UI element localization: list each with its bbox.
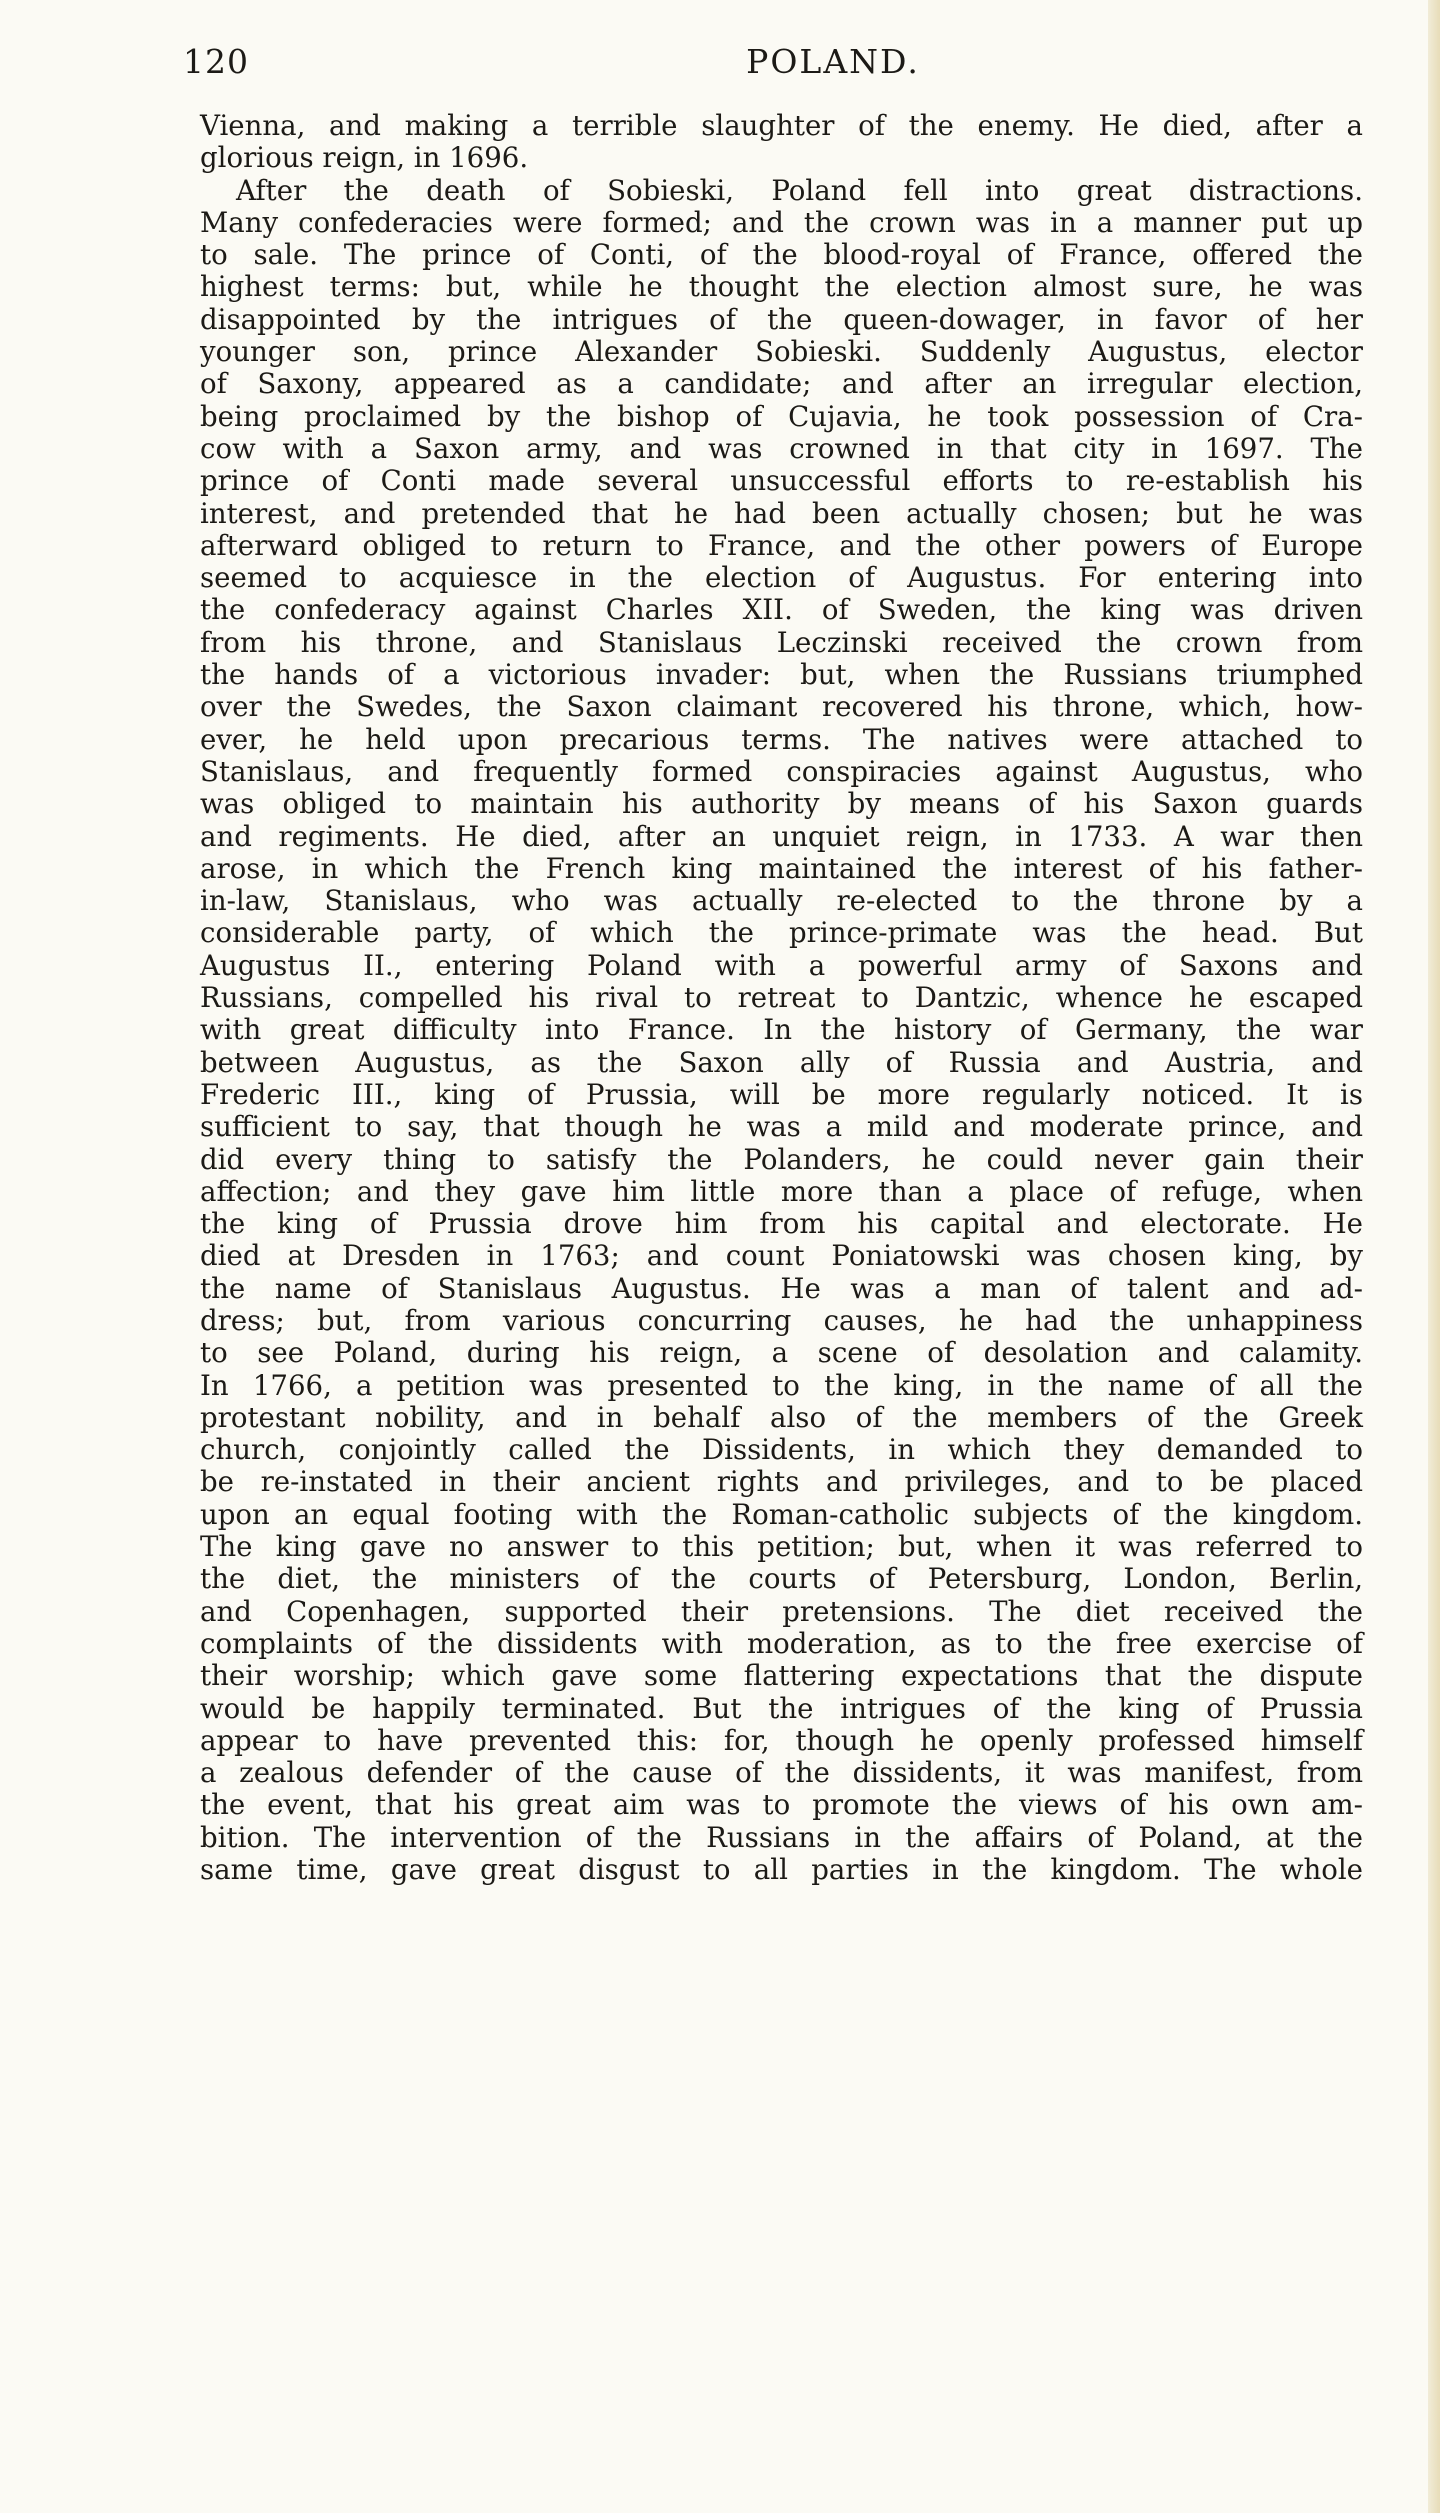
page-number: 120 bbox=[183, 42, 249, 81]
text-line: died at Dresden in 1763; and count Poniatowski was chosen king, by bbox=[200, 1239, 1363, 1273]
running-title: POLAND. bbox=[746, 42, 920, 81]
text-line: the hands of a victorious invader: but, when the Russians triumphed bbox=[200, 658, 1363, 692]
text-line: a zealous defender of the cause of the dissidents, it was manifest, from bbox=[200, 1756, 1363, 1790]
text-line: cow with a Saxon army, and was crowned in that city in 1697. The bbox=[200, 431, 1363, 465]
text-line: Stanislaus, and frequently formed conspiracies against Augustus, who bbox=[200, 754, 1363, 788]
text-line: be re-instated in their ancient rights and privileges, and to be placed bbox=[200, 1465, 1363, 1499]
text-line: would be happily terminated. But the intrigues of the king of Prussia bbox=[200, 1691, 1363, 1725]
text-line: same time, gave great disgust to all parties in the kingdom. The whole bbox=[200, 1853, 1363, 1887]
text-line: their worship; which gave some flattering expectations that the dispute bbox=[200, 1659, 1363, 1693]
text-line: did every thing to satisfy the Polanders, he could never gain their bbox=[200, 1142, 1363, 1176]
text-line: the name of Stanislaus Augustus. He was a man of talent and ad- bbox=[200, 1271, 1363, 1305]
text-line: church, conjointly called the Dissidents, in which they demanded to bbox=[200, 1433, 1363, 1467]
page-header bbox=[183, 42, 1363, 82]
text-line: with great difficulty into France. In the history of Germany, the war bbox=[200, 1013, 1363, 1047]
text-line: complaints of the dissidents with moderation, as to the free exercise of bbox=[200, 1626, 1363, 1660]
text-line: and Copenhagen, supported their pretensions. The diet received the bbox=[200, 1594, 1363, 1628]
text-line: prince of Conti made several unsuccessful efforts to re-establish his bbox=[200, 464, 1363, 498]
page-edge bbox=[1428, 0, 1440, 2513]
text-line: to sale. The prince of Conti, of the blood-royal of France, offered the bbox=[200, 238, 1363, 272]
text-line: arose, in which the French king maintained the interest of his father- bbox=[200, 851, 1363, 885]
text-line: In 1766, a petition was presented to the king, in the name of all the bbox=[200, 1368, 1363, 1402]
text-line: Many confederacies were formed; and the crown was in a manner put up bbox=[200, 205, 1363, 239]
text-line: glorious reign, in 1696. bbox=[200, 141, 529, 175]
text-line: and regiments. He died, after an unquiet reign, in 1733. A war then bbox=[200, 819, 1363, 853]
text-line: the confederacy against Charles XII. of Sweden, the king was driven bbox=[200, 593, 1363, 627]
text-line: dress; but, from various concurring causes, he had the unhappiness bbox=[200, 1303, 1363, 1337]
text-line: disappointed by the intrigues of the queen-dowager, in favor of her bbox=[200, 302, 1363, 336]
text-line: being proclaimed by the bishop of Cujavia, he took possession of Cra- bbox=[200, 399, 1363, 433]
text-line: was obliged to maintain his authority by means of his Saxon guards bbox=[200, 787, 1363, 821]
text-line: ever, he held upon precarious terms. The natives were attached to bbox=[200, 722, 1363, 756]
text-line: Vienna, and making a terrible slaughter of the enemy. He died, after a bbox=[200, 109, 1363, 142]
text-line: interest, and pretended that he had been actually chosen; but he was bbox=[200, 496, 1363, 530]
text-line: protestant nobility, and in behalf also of the members of the Greek bbox=[200, 1400, 1363, 1434]
text-line: Russians, compelled his rival to retreat to Dantzic, whence he escaped bbox=[200, 981, 1363, 1015]
text-line: highest terms: but, while he thought the election almost sure, he was bbox=[200, 270, 1363, 304]
text-line: the king of Prussia drove him from his capital and electorate. He bbox=[200, 1207, 1363, 1241]
text-line: bition. The intervention of the Russians in the affairs of Poland, at the bbox=[200, 1820, 1363, 1854]
body-text bbox=[200, 110, 1363, 1886]
text-line: afterward obliged to return to France, and the other powers of Europe bbox=[200, 528, 1363, 562]
text-line: between Augustus, as the Saxon ally of Russia and Austria, and bbox=[200, 1045, 1363, 1079]
text-line: in-law, Stanislaus, who was actually re-elected to the throne by a bbox=[200, 884, 1363, 918]
text-line: The king gave no answer to this petition; but, when it was referred to bbox=[200, 1530, 1363, 1564]
text-line: the diet, the ministers of the courts of Petersburg, London, Berlin, bbox=[200, 1562, 1363, 1596]
text-line: affection; and they gave him little more than a place of refuge, when bbox=[200, 1174, 1363, 1208]
text-line: considerable party, of which the prince-primate was the head. But bbox=[200, 916, 1363, 950]
text-line: younger son, prince Alexander Sobieski. Suddenly Augustus, elector bbox=[200, 335, 1363, 369]
text-line: to see Poland, during his reign, a scene of desolation and calamity. bbox=[200, 1336, 1363, 1370]
text-line: seemed to acquiesce in the election of Augustus. For entering into bbox=[200, 561, 1363, 595]
text-line: upon an equal footing with the Roman-catholic subjects of the kingdom. bbox=[200, 1497, 1363, 1531]
text-line: appear to have prevented this: for, though he openly professed himself bbox=[200, 1723, 1363, 1757]
text-line: sufficient to say, that though he was a mild and moderate prince, and bbox=[200, 1110, 1363, 1144]
text-line: the event, that his great aim was to promote the views of his own am- bbox=[200, 1788, 1363, 1822]
text-line: Augustus II., entering Poland with a powerful army of Saxons and bbox=[200, 948, 1363, 982]
text-line: of Saxony, appeared as a candidate; and after an irregular election, bbox=[200, 367, 1363, 401]
text-line: After the death of Sobieski, Poland fell into great distractions. bbox=[236, 173, 1363, 207]
text-line: from his throne, and Stanislaus Leczinski received the crown from bbox=[200, 625, 1363, 659]
text-line: over the Swedes, the Saxon claimant recovered his throne, which, how- bbox=[200, 690, 1363, 724]
text-line: Frederic III., king of Prussia, will be more regularly noticed. It is bbox=[200, 1077, 1363, 1111]
